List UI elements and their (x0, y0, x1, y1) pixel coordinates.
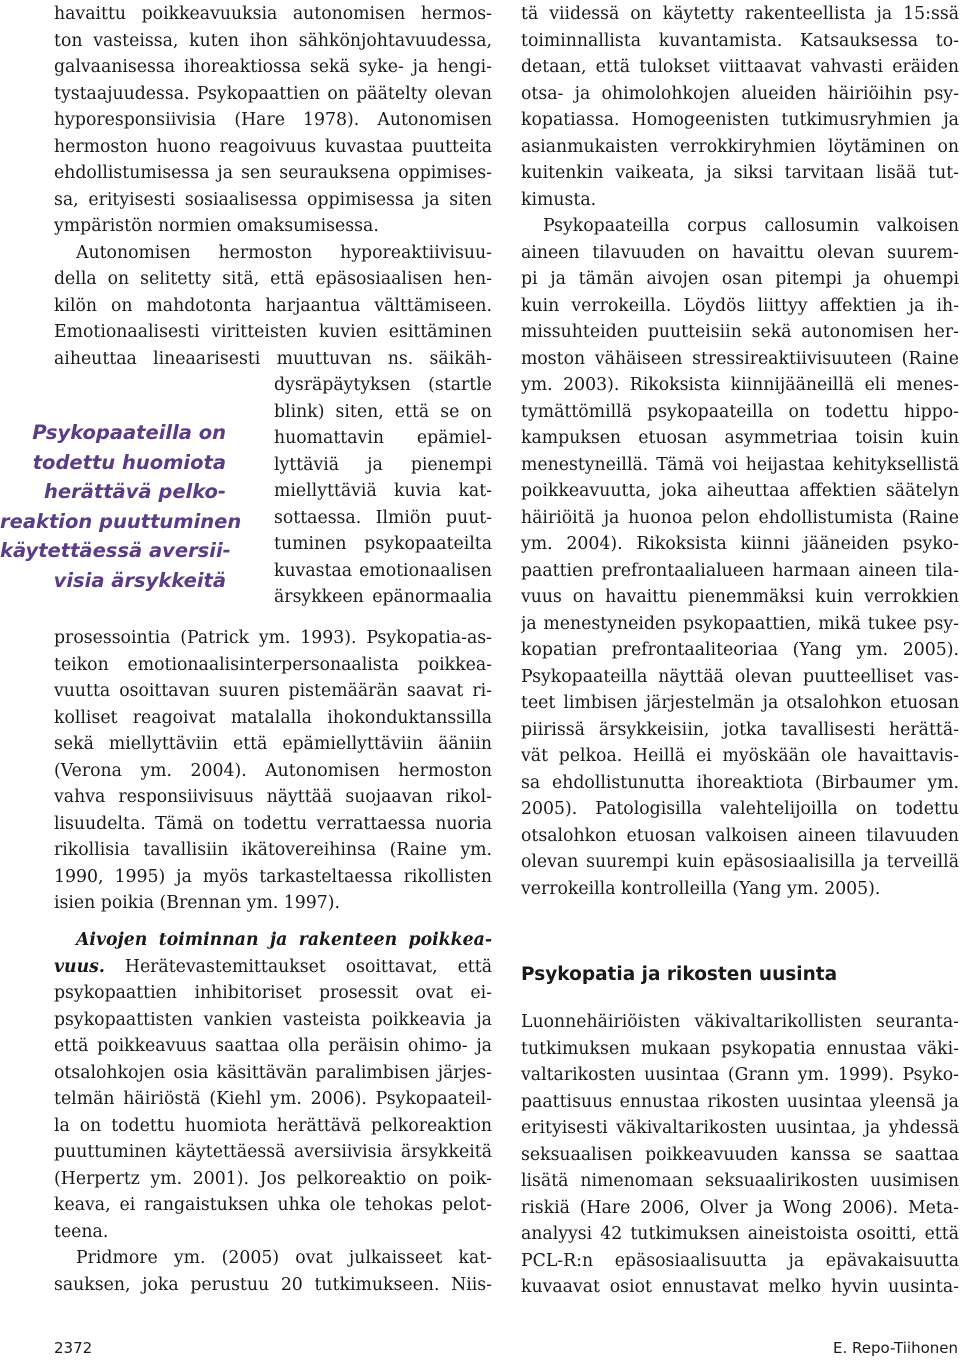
text-line: pi ja tämän aivojen osan pitempi ja ohuempi (521, 269, 959, 289)
text-line: häiriöitä ja huonoa pelon ehdollistumista (Raine (521, 507, 959, 528)
left-paragraph-1 (54, 1, 492, 372)
text-line: tystaajuudessa. Psykopaattien on päätelty olevan (54, 83, 492, 104)
text-line: aineen tilavuuden on havaittu olevan suurem- (521, 242, 959, 263)
text-line: kampuksen etuosan asymmetriaa toisin kuin (521, 428, 959, 448)
text-line: galvaanisessa ihoreaktiossa sekä syke- ja hengi- (54, 57, 492, 77)
left-paragraph-2 (54, 625, 492, 917)
pull-quote-line: herättävä pelko- (44, 480, 226, 503)
text-line: lisuudelta. Tämä on todettu verrattaessa nuoria (54, 813, 492, 834)
pull-quote-line: Psykopaateilla on (32, 421, 226, 444)
text-line: teet limbisen järjestelmän ja otsalohkon etuosan (521, 693, 959, 713)
text-line: kolliset reagoivat matalalla ihokonduktanssilla (54, 707, 492, 728)
text-line: aiheuttaa lineaarisesti muuttuvan ns. säikäh- (54, 348, 492, 369)
text-line: ympäristön normien omaksumisessa. (54, 216, 379, 236)
text-line: asianmukaisten verrokkiryhmien löytäminen on (521, 136, 959, 157)
text-line: moston vähäiseen stressireaktiivisuuteen (Raine (521, 348, 959, 369)
text-line: blink) siten, että se on (274, 401, 492, 422)
text-line: miellyttäviä kuvia kat- (274, 481, 492, 501)
text-line: verrokeilla kontrolleilla (Yang ym. 2005). (521, 878, 881, 899)
text-line: valtarikosten uusintaa (Grann ym. 1999). Psyko- (521, 1065, 959, 1085)
text-line: kuitenkin vaikeata, ja siksi tarvitaan lisää tut- (521, 163, 959, 183)
pull-quote-line: reaktion puuttuminen (0, 509, 242, 533)
text-line: ym. 2004). Rikoksista kiinni jääneiden psyko- (521, 534, 959, 554)
text-line: puuttuminen käytettäessä aversiivisia ärsykkeitä (54, 1142, 492, 1162)
text-line: Pridmore ym. (2005) ovat julkaisseet kat- (76, 1248, 492, 1268)
text-line: ym. 2003). Rikoksista kiinnijääneillä eli menes- (521, 375, 959, 395)
pull-quote (0, 418, 242, 595)
text-line: Emotionaalisesti viritteisten kuvien esittäminen (54, 322, 492, 342)
page-number: 2372 (54, 1339, 93, 1357)
text-line: analyysi 42 tutkimuksen aineistoista osoitti, että (521, 1224, 959, 1244)
text-line: paattien prefrontaalialueen harmaan aineen tila- (521, 560, 959, 581)
text-line: (Herpertz ym. 2001). Jos pelkoreaktio on poik- (54, 1168, 492, 1189)
text-line: poikkeavuutta, joka aiheuttaa affektien säätelyn (521, 481, 959, 501)
text-line: toiminnallista kuvantamista. Katsauksessa to- (521, 30, 959, 51)
text-line: kopatiassa. Homogeenisten tutkimusryhmien ja (521, 110, 959, 130)
text-line: olevan suurempi kuin epäsosiaalisilla ja terveillä (521, 852, 959, 872)
text-line: Psykopaateilla näyttää olevan puutteelliset vas- (521, 666, 959, 687)
left-paragraph-3 (54, 927, 492, 1298)
text-line: 2005). Patologisilla valehtelijoilla on todettu (521, 799, 959, 819)
text-line: teikon emotionaalisinterpersonaalista poikkea- (54, 654, 492, 675)
text-line: seksuaalisen poikkeavuuden kanssa se saattaa (521, 1144, 959, 1165)
text-line: missuhteiden puutteisiin sekä autonomisen her- (521, 322, 959, 342)
text-line: paattisuus ennustaa rikosten uusintaa yleensä ja (521, 1091, 959, 1112)
author-name: E. Repo-Tiihonen (833, 1339, 958, 1357)
text-line: teena. (54, 1221, 109, 1242)
text-line: hermoston huono reagoivuus kuvastaa puutteita (54, 136, 492, 157)
text-line: ton vasteissa, kuten ihon sähkönjohtavuudessa, (54, 30, 492, 51)
text-line: vuus on havaittu pienemmäksi kuin verrokkien (521, 587, 959, 607)
text-line: telmän häiriöstä (Kiehl ym. 2006). Psykopaateil- (54, 1089, 492, 1109)
text-fragment: Herätevastemittaukset osoittavat, että (104, 956, 492, 977)
text-line: kuvaavat osiot ennustavat melko hyvin uusinta- (521, 1277, 959, 1297)
text-line: hyporesponsiivisia (Hare 1978). Autonomisen (54, 110, 492, 130)
text-line: kopatian prefrontaaliteoriaa (Yang ym. 2005). (521, 640, 959, 660)
text-line: sottaessa. Ilmiön puut- (274, 507, 492, 528)
text-line: kuvastaa emotionaalisen (274, 560, 492, 581)
text-line: lisätä nimenomaan seksuaalirikosten uusimisen (521, 1171, 959, 1191)
text-line: sa ehdollistunutta ihoreaktiota (Birbaumer ym. (521, 772, 959, 793)
pull-quote-line: käytettäessä aversii- (0, 539, 231, 562)
text-line: psykopaattisten vankien vasteista poikkeavia ja (54, 1009, 492, 1030)
text-line: ärsykkeen epänormaalia (274, 587, 492, 607)
text-line: vahva responsiivisuus näyttää suojaavan rikol- (54, 787, 492, 807)
subheading-line: Aivojen toiminnan ja rakenteen poikkea- (76, 930, 492, 950)
text-line: 1990, 1995) ja myös tarkasteltaessa rikollisten (54, 866, 492, 887)
text-line: Autonomisen hermoston hyporeaktiivisuu- (76, 242, 492, 263)
text-line: huomattavin epämiel- (274, 428, 492, 448)
text-line: piirissä ärsykkeisiin, jotka tavallisesti herättä- (521, 719, 959, 740)
subheading-word: vuus. (54, 956, 105, 977)
right-paragraph-1 (521, 1, 959, 902)
text-line: keava, ei rangaistuksen uhka ole tehokas pelot- (54, 1195, 492, 1215)
text-line: prosessointia (Patrick ym. 1993). Psykopatia-as- (54, 628, 492, 648)
text-line: havaittu poikkeavuuksia autonomisen hermos- (54, 4, 492, 24)
text-line: kilön on mahdotonta harjaantua välttämiseen. (54, 295, 492, 316)
text-line: kimusta. (521, 189, 597, 210)
text-line: otsalohkon etuosan valkoisen aineen tilavuuden (521, 825, 959, 846)
text-line: otsalohkojen osia käsittävän paralimbisen järjes- (54, 1062, 492, 1083)
text-line: ja menestyneiden psykopaattien, mikä tukee psy- (521, 613, 959, 634)
text-line: dysräpäytyksen (startle (274, 375, 492, 395)
text-line: sa, erityisesti sosiaalisessa oppimisessa ja siten (54, 189, 492, 210)
text-line: isien poikia (Brennan ym. 1997). (54, 893, 341, 913)
text-line: Psykopaateilla corpus callosumin valkoisen (543, 216, 959, 236)
text-line: vät pelkoa. Heillä ei myöskään ole havaittavis- (521, 746, 959, 766)
pull-quote-line: visia ärsykkeitä (53, 568, 226, 592)
text-line: kuin verrokeilla. Löydös liittyy affektien ja ih- (521, 295, 959, 316)
text-line: sekä miellyttäviin että epämiellyttäviin ääniin (54, 734, 492, 754)
text-line: tuminen psykopaateilta (274, 534, 492, 554)
text-line: riskiä (Hare 2006, Olver ja Wong 2006). Meta- (521, 1197, 959, 1218)
text-line: ehdollistumisessa ja sen seurauksena oppimises- (54, 163, 492, 183)
text-line: että poikkeavuus saattaa olla peräisin ohimo- ja (54, 1036, 492, 1056)
text-line: tymättömillä psykopaateilla on todettu hippo- (521, 401, 959, 422)
text-line: tutkimuksen mukaan psykopatia ennustaa väki- (521, 1038, 959, 1059)
text-line: lyttäviä ja pienempi (274, 454, 492, 475)
section-heading: Psykopatia ja rikosten uusinta (521, 964, 838, 985)
text-line: la on todettu huomiota herättävä pelkoreaktion (54, 1115, 492, 1136)
text-line: Luonnehäiriöisten väkivaltarikollisten seuranta- (521, 1012, 959, 1032)
text-line: psykopaattien inhibitoriset prosessit ovat ei- (54, 983, 492, 1003)
pull-quote-line: todettu huomiota (32, 450, 226, 474)
text-line: otsa- ja ohimolohkojen alueiden häiriöihin psy- (521, 83, 959, 104)
text-line: sauksen, joka perustuu 20 tutkimukseen. Niis- (54, 1274, 492, 1295)
text-line: menestyneillä. Tämä voi heijastaa kehityksellistä (521, 454, 959, 475)
text-line: della on selitetty sitä, että epäsosiaalisen hen- (54, 269, 492, 289)
text-line: tä viidessä on käytetty rakenteellista ja 15:ssä (521, 4, 959, 24)
right-paragraph-2 (521, 1009, 959, 1301)
text-line: (Verona ym. 2004). Autonomisen hermoston (54, 760, 492, 781)
text-line: detaan, että tulokset viittaavat vahvasti eräiden (521, 57, 959, 77)
text-line: erityisesti väkivaltarikosten uusintaa, ja yhdessä (521, 1118, 959, 1138)
text-line (54, 954, 492, 981)
text-line: PCL-R:n epäsosiaalisuutta ja epävakaisuutta (521, 1250, 959, 1271)
text-line: rikollisia tavallisiin ikätovereihinsa (Raine ym. (54, 840, 492, 860)
text-line: vuutta osoittavan suuren pistemäärän saavat ri- (54, 681, 492, 701)
